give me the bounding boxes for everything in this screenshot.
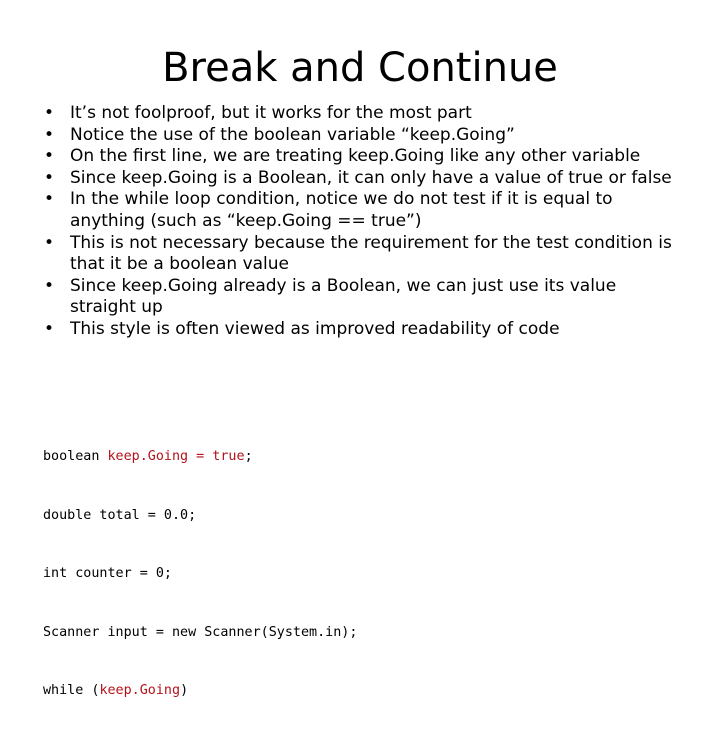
bullet-text: In the while loop condition, notice we do not test if it is equal to anything (such as “keep.Going == true”) bbox=[70, 189, 613, 231]
bullet-text: This is not necessary because the requirement for the test condition is that it be a boolean value bbox=[70, 232, 672, 275]
code-line: int counter = 0; bbox=[43, 566, 172, 581]
code-line bbox=[43, 447, 683, 467]
code-highlight: keep.Going = true bbox=[107, 449, 245, 464]
bullet-text: This style is often viewed as improved readability of code bbox=[70, 318, 560, 339]
bullet-icon: • bbox=[44, 146, 55, 167]
bullet-text: On the first line, we are treating keep.Going like any other variable bbox=[70, 146, 641, 167]
bullet-icon: • bbox=[44, 167, 55, 188]
code-text: boolean bbox=[43, 449, 108, 464]
bullet-item bbox=[44, 103, 684, 125]
bullet-list bbox=[44, 103, 684, 341]
code-line: Scanner input = new Scanner(System.in); bbox=[43, 624, 358, 640]
bullet-icon: • bbox=[44, 103, 55, 123]
bullet-text: Since keep.Going is a Boolean, it can only have a value of true or false bbox=[70, 167, 672, 188]
bullet-item bbox=[44, 233, 684, 276]
slide-title: Break and Continue bbox=[162, 45, 558, 91]
code-line: double total = 0.0; bbox=[43, 507, 197, 523]
bullet-icon: • bbox=[44, 124, 55, 145]
bullet-item bbox=[44, 146, 684, 168]
bullet-icon: • bbox=[44, 275, 55, 296]
bullet-item bbox=[44, 125, 684, 147]
code-block bbox=[43, 408, 683, 740]
code-text: while ( bbox=[43, 683, 100, 698]
code-highlight: keep.Going bbox=[99, 683, 181, 698]
bullet-icon: • bbox=[44, 318, 55, 339]
code-text: ) bbox=[180, 683, 189, 698]
bullet-text: It’s not foolproof, but it works for the most part bbox=[70, 103, 472, 123]
bullet-text: Since keep.Going already is a Boolean, we can just use its value straight up bbox=[70, 275, 617, 318]
bullet-item bbox=[44, 168, 684, 190]
bullet-item bbox=[44, 276, 684, 319]
bullet-text: Notice the use of the boolean variable “keep.Going” bbox=[70, 124, 515, 145]
bullet-item bbox=[44, 189, 684, 232]
bullet-icon: • bbox=[44, 189, 55, 210]
code-text: ; bbox=[244, 449, 253, 464]
bullet-icon: • bbox=[44, 232, 55, 253]
code-line bbox=[43, 681, 683, 701]
bullet-item bbox=[44, 319, 684, 341]
